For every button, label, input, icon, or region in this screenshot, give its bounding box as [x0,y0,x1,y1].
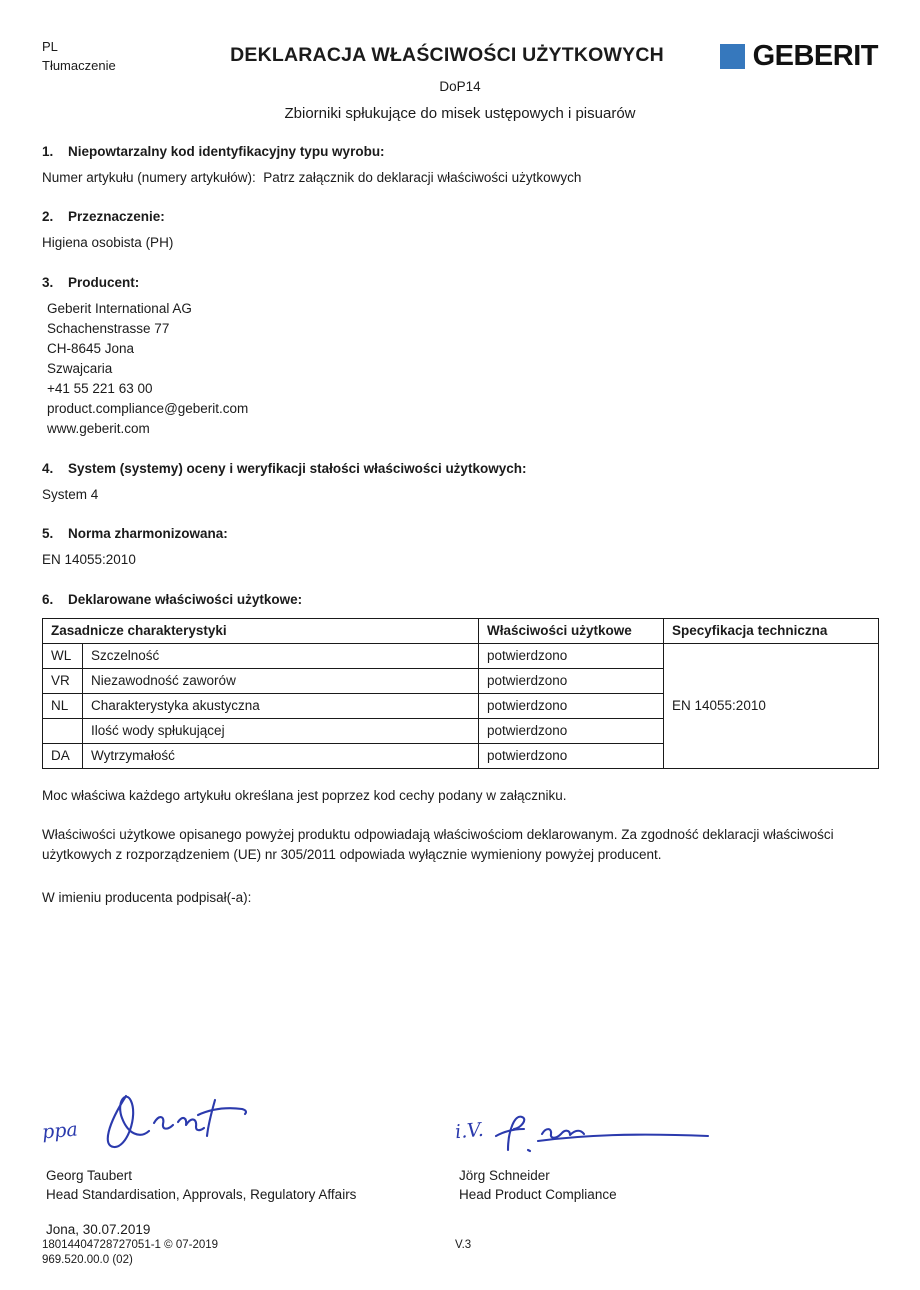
section-avcp-system [42,461,878,505]
document-title: DEKLARACJA WŁAŚCIWOŚCI UŻYTKOWYCH [230,44,664,66]
section-number: 2. [42,209,54,225]
version-label: V.3 [455,1238,472,1251]
section-title: Niepowtarzalny kod identyfikacyjny typu wyrobu: [68,143,385,159]
conformity-statement: Właściwości użytkowe opisanego powyżej produktu odpowiadają właściwościom deklarowanym. Za zgodność deklaracji właściwości użytkowych z rozporządzeniem (UE) nr 305/2011 odpowiada wyłącznie wymieniony powyżej producent. [42,826,834,863]
manufacturer-email: product.compliance@geberit.com [47,400,249,416]
column-header-performance: Właściwości użytkowe [479,618,664,643]
avcp-system-text: System 4 [42,486,99,502]
table-header-row [43,618,879,643]
intended-use-text: Higiena osobista (PH) [42,235,174,251]
section-title: Przeznaczenie: [68,209,165,225]
row-characteristic: Ilość wody spłukującej [83,718,479,743]
section-title: Norma zharmonizowana: [68,526,228,542]
signature-place-date: Jona, 30.07.2019 [46,1222,151,1237]
technical-specification-cell: EN 14055:2010 [664,643,879,768]
section-intended-use [42,209,878,253]
column-header-specification: Specyfikacja techniczna [664,618,879,643]
document-id-line: 18014404728727051-1 © 07-2019 [42,1238,219,1251]
signer-title-right: Head Product Compliance [459,1187,617,1202]
row-characteristic: Niezawodność zaworów [83,668,479,693]
column-header-characteristics: Zasadnicze charakterystyki [43,618,479,643]
feature-code-note: Moc właściwa każdego artykułu określana jest poprzez kod cechy podany w załączniku. [42,787,567,803]
signer-name-left: Georg Taubert [46,1168,133,1183]
section-title: Producent: [68,274,140,290]
manufacturer-address [42,299,878,439]
row-performance: potwierdzono [479,668,664,693]
row-code: DA [43,743,83,768]
document-subtitle: Zbiorniki spłukujące do misek ustępowych i pisuarów [284,104,636,122]
article-number-text: Numer artykułu (numery artykułów): Patrz załącznik do deklaracji właściwości użytkowych [42,169,582,185]
section-harmonised-standard [42,526,878,570]
section-title: System (systemy) oceny i weryfikacji stałości właściwości użytkowych: [68,460,527,476]
row-code: WL [43,643,83,668]
document-number: DoP14 [439,78,481,94]
manufacturer-website: www.geberit.com [47,420,150,436]
part-number-line: 969.520.00.0 (02) [42,1254,133,1267]
row-code: NL [43,693,83,718]
manufacturer-street: Schachenstrasse 77 [47,320,170,336]
signature-prefix-right: i.V. [454,1118,485,1144]
geberit-logo-text: GEBERIT [752,40,878,72]
language-note: Tłumaczenie [42,57,116,73]
row-performance: potwierdzono [479,743,664,768]
manufacturer-country: Szwajcaria [47,360,113,376]
row-characteristic: Charakterystyka akustyczna [83,693,479,718]
section-number: 1. [42,143,54,159]
section-title: Deklarowane właściwości użytkowe: [68,591,303,607]
page-footer [42,1238,878,1269]
geberit-logo-square-icon [720,44,745,69]
signature-area [42,1072,878,1237]
section-manufacturer [42,275,878,439]
row-performance: potwierdzono [479,718,664,743]
signature-jorg-schneider [494,1106,714,1158]
signer-name-right: Jörg Schneider [459,1168,550,1183]
section-product-type-code [42,144,878,188]
language-code: PL [42,39,58,54]
section-number: 6. [42,591,54,607]
signature-georg-taubert [88,1088,258,1158]
section-declared-performance [42,592,878,769]
row-performance: potwierdzono [479,693,664,718]
row-code: VR [43,668,83,693]
row-characteristic: Szczelność [83,643,479,668]
language-block [42,38,192,76]
manufacturer-name: Geberit International AG [47,300,192,316]
harmonised-standard-text: EN 14055:2010 [42,552,136,568]
signed-on-behalf-text: W imieniu producenta podpisał(-a): [42,890,252,906]
signature-prefix-left: ppa [41,1118,79,1144]
signature-block-left [42,1072,455,1237]
section-number: 3. [42,274,54,290]
geberit-logo [702,40,878,73]
manufacturer-phone: +41 55 221 63 00 [47,380,153,396]
document-header [42,38,878,76]
section-number: 5. [42,526,54,542]
signature-block-right [455,1072,878,1237]
signer-title-left: Head Standardisation, Approvals, Regulatory Affairs [46,1187,357,1202]
row-code [43,718,83,743]
table-row [43,643,879,668]
section-number: 4. [42,460,54,476]
declared-performance-table [42,618,879,769]
manufacturer-city: CH-8645 Jona [47,340,135,356]
row-performance: potwierdzono [479,643,664,668]
row-characteristic: Wytrzymałość [83,743,479,768]
